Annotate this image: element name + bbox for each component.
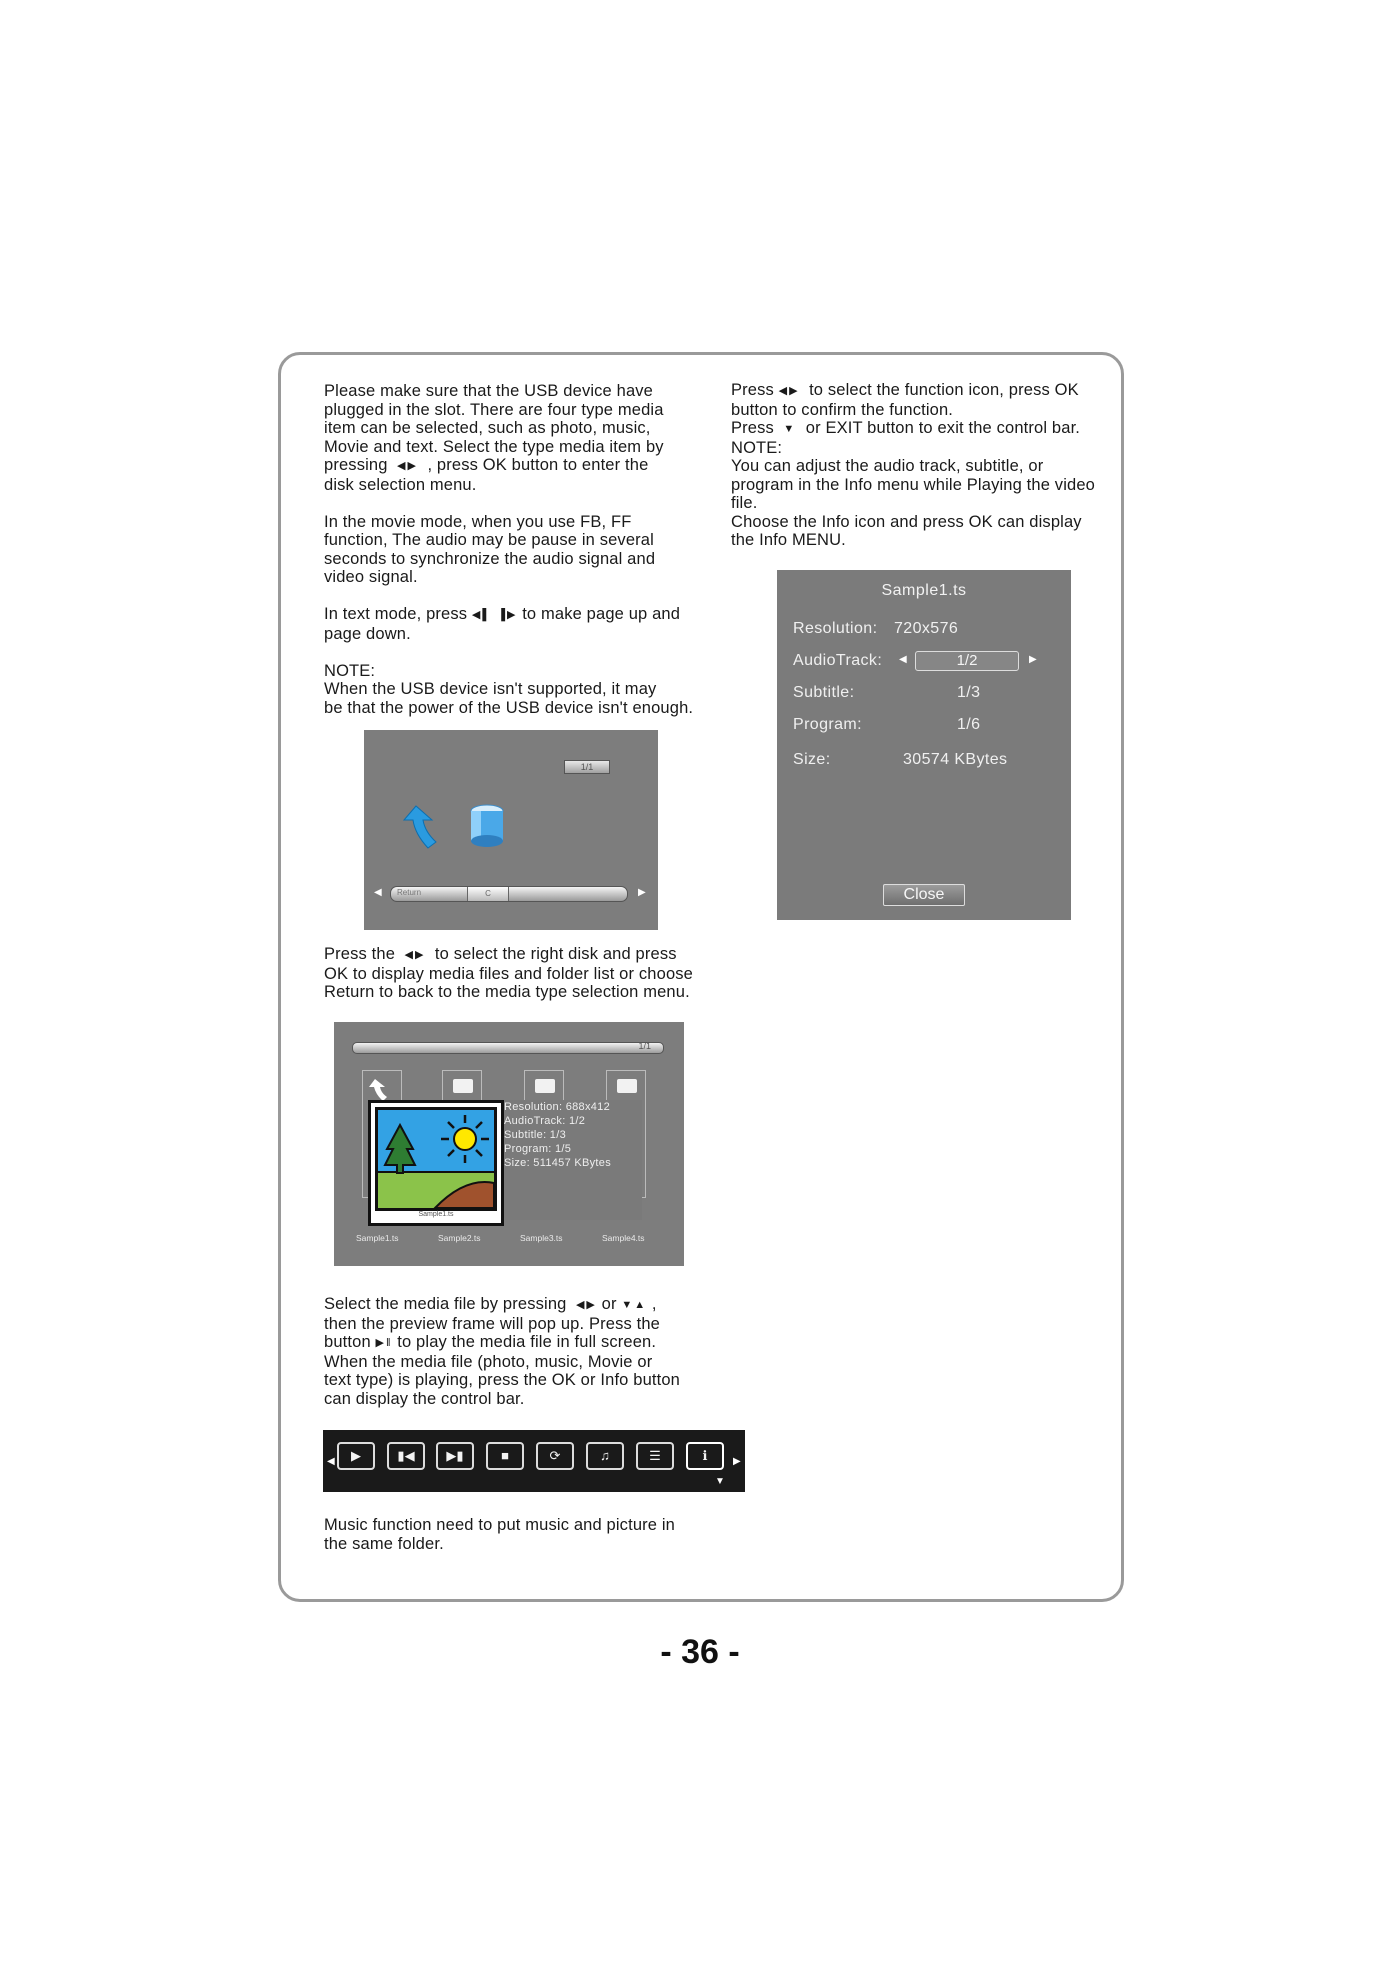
page-number: - 36 - (660, 1633, 740, 1671)
folder-icon (617, 1079, 637, 1093)
play-button[interactable]: ▶ (337, 1442, 375, 1470)
subtitle-value[interactable]: 1/3 (957, 684, 981, 701)
scroll-thumb[interactable]: C (467, 887, 509, 901)
audiotrack-label: AudioTrack: (793, 652, 883, 669)
return-label: Return (397, 888, 422, 897)
disk-scrollbar[interactable] (390, 886, 628, 902)
disk-selection-screen (364, 730, 658, 930)
size-label: Size: (793, 751, 831, 768)
left-right-arrows-icon: ◀▶ (778, 385, 800, 397)
audiotrack-left-arrow-icon[interactable]: ◀ (899, 654, 907, 665)
right-arrow-icon[interactable]: ▶ (638, 887, 646, 898)
subtitle-label: Subtitle: (793, 684, 855, 701)
left-right-arrows-icon: ◀▶ (575, 1299, 597, 1311)
audiotrack-selector[interactable]: 1/2 (915, 651, 1019, 671)
right-arrow-icon[interactable]: ▶ (733, 1456, 741, 1467)
info-menu-panel (777, 570, 1071, 920)
return-arrow-icon[interactable] (402, 802, 442, 852)
left-text-block-3: Select the media file by pressing ◀▶ or ▼▲ , then the preview frame will pop up. Press the button ▶‖ to play the media file in full screen. When the media file (photo, music, Movie or text type) is playing, press the OK or Info button can display the control bar. (324, 1295, 681, 1408)
info-button[interactable]: ℹ (686, 1442, 724, 1470)
file-name: Sample1.ts (356, 1233, 399, 1243)
preview-caption: Sample1.ts (418, 1211, 454, 1218)
stop-button[interactable]: ■ (486, 1442, 524, 1470)
previous-button[interactable]: ▮◀ (387, 1442, 425, 1470)
file-name: Sample3.ts (520, 1233, 563, 1243)
disk-counter: 1/1 (564, 760, 610, 774)
audiotrack-right-arrow-icon[interactable]: ▶ (1029, 654, 1037, 665)
close-button[interactable]: Close (883, 884, 965, 906)
down-arrow-icon[interactable]: ▼ (715, 1476, 725, 1487)
play-pause-icon: ▶‖ (375, 1337, 393, 1349)
media-file-screen (334, 1022, 684, 1266)
resolution-value: 720x576 (894, 620, 959, 637)
left-text-block-1: Please make sure that the USB device have plugged in the slot. There are four type media item can be selected, such as photo, music, Movie and text. Select the type media item by pressing ◀▶ , press OK button to enter the disk selection menu. In the movie mode, when you use FB, FF function, The audio may be pause in several seconds to synchronize the audio signal and video signal. In text mode, press ◀▌ ▐▶ to make page up and page down. NOTE: When the USB device isn't supported, it may be that the power of the USB device isn't enough. (324, 382, 694, 717)
resolution-label: Resolution: (793, 620, 878, 637)
landscape-picture-icon (375, 1107, 497, 1211)
size-value: 30574 KBytes (903, 751, 1008, 768)
left-right-arrows-icon: ◀▶ (404, 949, 426, 961)
preview-frame (368, 1100, 504, 1226)
media-scrollbar[interactable]: 1/1 (352, 1042, 664, 1054)
left-right-arrows-icon: ◀▶ (397, 460, 418, 472)
info-menu-title: Sample1.ts (881, 582, 967, 599)
preview-info-popup: Resolution: 688x412 AudioTrack: 1/2 Subtitle: 1/3 Program: 1/5 Size: 511457 KBytes (504, 1100, 642, 1220)
left-text-block-4: Music function need to put music and picture in the same folder. (324, 1516, 675, 1553)
left-arrow-icon[interactable]: ◀ (327, 1456, 335, 1467)
left-arrow-icon[interactable]: ◀ (374, 887, 382, 898)
file-name: Sample2.ts (438, 1233, 481, 1243)
control-bar (323, 1430, 745, 1492)
program-value[interactable]: 1/6 (957, 716, 981, 733)
playlist-button[interactable]: ☰ (636, 1442, 674, 1470)
program-label: Program: (793, 716, 862, 733)
usb-disk-icon[interactable] (468, 804, 506, 850)
page-up-down-icon: ◀▌ ▐▶ (471, 609, 518, 621)
folder-icon (453, 1079, 473, 1093)
folder-icon (535, 1079, 555, 1093)
file-name: Sample4.ts (602, 1233, 645, 1243)
down-arrow-icon: ▼ (783, 423, 797, 435)
left-text-block-2: Press the ◀▶ to select the right disk and press OK to display media files and folder list or choose Return to back to the media type selection menu. (324, 945, 693, 1001)
next-button[interactable]: ▶▮ (436, 1442, 474, 1470)
repeat-button[interactable]: ⟳ (536, 1442, 574, 1470)
music-button[interactable]: ♫ (586, 1442, 624, 1470)
right-text-block: Press ◀▶ to select the function icon, press OK button to confirm the function. Press ▼ or EXIT button to exit the control bar. NOTE: You can adjust the audio track, subtitle, or program in the Info menu while Playing the video file. Choose the Info icon and press OK can display the Info MENU. (731, 381, 1095, 549)
down-up-arrows-icon: ▼▲ (621, 1299, 648, 1311)
